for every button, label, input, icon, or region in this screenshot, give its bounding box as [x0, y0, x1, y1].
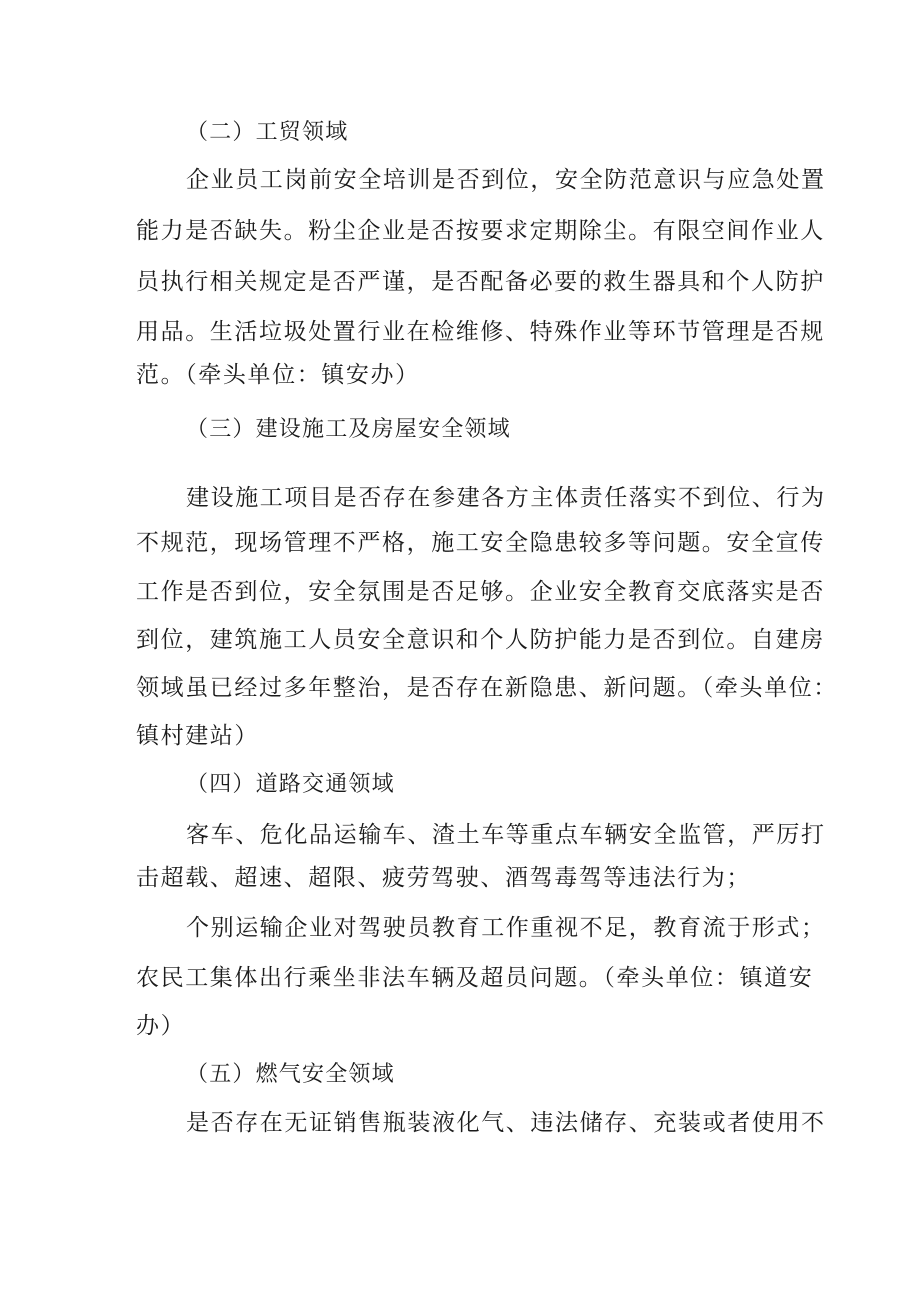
- section-heading-5: （五）燃气安全领域: [186, 1062, 395, 1087]
- paragraph-line: 能力是否缺失。粉尘企业是否按要求定期除尘。有限空间作业人: [136, 218, 825, 244]
- section-heading-3: （三）建设施工及房屋安全领域: [186, 417, 511, 442]
- paragraph-line: 用品。生活垃圾处置行业在检维修、特殊作业等环节管理是否规: [136, 319, 825, 345]
- paragraph-line: 范。（牵头单位：镇安办）: [136, 362, 420, 388]
- paragraph-line: 建设施工项目是否存在参建各方主体责任落实不到位、行为: [186, 485, 826, 511]
- paragraph-line: 镇村建站）: [136, 723, 259, 749]
- paragraph-line: 企业员工岗前安全培训是否到位，安全防范意识与应急处置: [186, 167, 826, 193]
- paragraph-line: 客车、危化品运输车、渣土车等重点车辆安全监管，严厉打: [186, 822, 826, 848]
- paragraph-line: 不规范，现场管理不严格，施工安全隐患较多等问题。安全宣传: [136, 530, 825, 556]
- paragraph-line: 到位，建筑施工人员安全意识和个人防护能力是否到位。自建房: [136, 627, 825, 653]
- paragraph-line: 农民工集体出行乘坐非法车辆及超员问题。（牵头单位：镇道安: [136, 965, 814, 991]
- paragraph-line: 领域虽已经过多年整治，是否存在新隐患、新问题。（牵头单位：: [136, 675, 838, 701]
- paragraph-line: 办）: [136, 1013, 186, 1039]
- paragraph-line: 个别运输企业对驾驶员教育工作重视不足，教育流于形式；: [186, 915, 826, 941]
- paragraph-line: 是否存在无证销售瓶装液化气、违法储存、充装或者使用不: [186, 1110, 826, 1136]
- section-heading-2: （二）工贸领域: [186, 120, 349, 145]
- paragraph-line: 击超载、超速、超限、疲劳驾驶、酒驾毒驾等违法行为；: [136, 865, 751, 891]
- paragraph-line: 员执行相关规定是否严谨，是否配备必要的救生器具和个人防护: [136, 269, 825, 295]
- paragraph-line: 工作是否到位，安全氛围是否足够。企业安全教育交底落实是否: [136, 579, 825, 605]
- section-heading-4: （四）道路交通领域: [186, 772, 395, 797]
